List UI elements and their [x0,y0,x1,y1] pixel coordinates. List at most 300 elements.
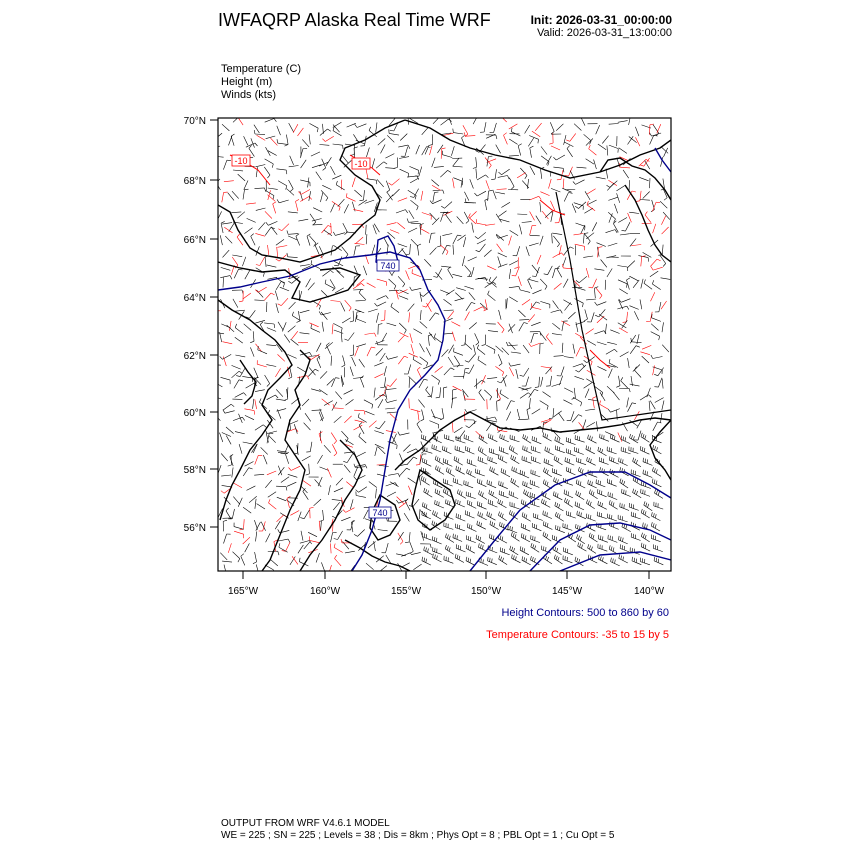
wind-barb-feather [237,234,240,237]
wind-barb-feather [513,456,514,460]
wind-barb-feather [365,465,367,469]
wind-barb [220,276,230,278]
wind-barb [308,283,315,291]
wind-barb [587,205,595,211]
wind-barb [541,156,549,162]
wind-barb-feather [544,459,545,463]
lat-label: 66°N [183,235,206,246]
wind-barb-feather [616,386,620,388]
wind-barb [618,280,627,284]
wind-barb-feather [543,480,544,484]
wind-barb-feather [645,524,646,528]
wind-barb-feather [516,468,517,472]
wind-barb-feather [554,555,555,559]
wind-barb [389,290,399,291]
wind-barb [643,192,650,199]
wind-barb [486,345,495,350]
wind-barb-feather [428,490,429,494]
wind-barb [510,506,520,509]
wind-barb [302,399,309,406]
wind-barb-feather [500,434,501,438]
wind-barb-feather [553,157,556,160]
wind-barb [348,333,354,341]
wind-barb-feather [534,558,535,562]
wind-barb-feather [591,362,592,366]
wind-barb-feather [513,479,514,483]
wind-barb [225,236,232,243]
wind-barb [640,450,649,454]
wind-barb [420,322,427,329]
wind-barb-feather [546,556,547,560]
wind-barb [286,542,290,551]
wind-barb [436,272,443,280]
wind-barb-feather [267,175,270,178]
wind-barb-feather [545,493,546,497]
wind-barb-feather [502,372,503,376]
wind-barb [607,451,617,454]
wind-barb [465,450,474,454]
temp-label-1 [232,155,250,166]
wind-barb [557,269,562,278]
wind-barb [253,331,254,341]
wind-barb [541,147,547,155]
wind-barb-feather [405,542,409,543]
wind-barb [412,288,422,290]
wind-barb [353,311,354,321]
wind-barb [237,212,245,219]
wind-barb-feather [477,501,478,505]
wind-barb [607,342,617,344]
wind-barb [301,160,307,168]
wind-barb-feather [458,458,459,462]
wind-barb-feather [548,460,549,464]
wind-barb-feather [481,481,482,485]
wind-barb-feather [378,324,382,325]
wind-barb [476,169,477,179]
wind-barb-feather [656,470,657,474]
wind-barb-feather [534,437,535,441]
wind-barb-feather [498,499,499,503]
wind-barb [356,344,366,347]
wind-barb [387,135,394,142]
wind-barb [422,147,427,156]
wind-barb [586,159,594,164]
wind-barb [509,155,519,156]
wind-barb [224,181,234,182]
wind-barb [488,191,489,201]
wind-barb [620,167,630,168]
wind-barb [529,398,530,408]
wind-barb [448,270,453,279]
wind-barb [594,269,604,271]
wind-barb [470,179,474,188]
wind-barb [221,475,231,476]
wind-barb-feather [287,253,288,257]
wind-barb-feather [613,548,614,552]
wind-barb [269,436,276,443]
wind-barb [608,369,612,378]
wind-barb [311,354,319,359]
wind-barb-feather [437,501,438,505]
wind-barb-feather [442,446,443,450]
wind-barb [457,216,464,224]
wind-barb [360,378,364,387]
wind-barb-feather [554,477,555,481]
wind-barb-feather [524,514,525,518]
wind-barb-feather [536,525,537,529]
wind-barb-feather [494,469,495,473]
wind-barb [292,331,298,339]
wind-barb [279,200,289,203]
wind-barb [346,197,355,201]
wind-barb-feather [323,168,326,171]
wind-barb [463,369,465,379]
wind-barb [469,211,476,218]
wind-barb-feather [466,221,469,224]
wind-barb-feather [333,404,334,408]
wind-barb [638,256,648,258]
wind-barb-feather [602,503,603,507]
wind-barb-feather [426,548,427,552]
wind-barb [507,298,508,308]
wind-barb [429,313,435,321]
wind-barb [499,451,508,455]
wind-barb [473,115,478,124]
wind-barb-feather [503,448,504,452]
wind-barb [462,389,468,397]
wind-barb [408,190,416,195]
wind-barb-feather [588,435,589,439]
wind-barb-feather [480,448,481,452]
wind-barb [454,427,463,432]
wind-barb-feather [525,175,527,178]
wind-barb-feather [345,339,349,341]
wind-barb-feather [213,152,214,156]
wind-barb [327,468,331,477]
wind-barb [421,229,430,234]
wind-barb [532,265,538,273]
wind-barb [558,413,564,421]
wind-barb [223,404,231,410]
wind-barb-feather [538,139,539,143]
wind-barb-feather [418,170,419,174]
wind-barb-feather [444,447,445,451]
wind-barb [531,450,540,453]
wind-barb-feather [288,281,291,283]
wind-barb [303,480,311,486]
wind-barb-feather [328,129,331,131]
wind-barb [235,393,244,398]
wind-barb [386,389,396,390]
wind-barb-feather [521,499,522,503]
wind-barb-feather [657,259,661,261]
wind-barb [617,193,620,203]
wind-barb [465,514,474,518]
wind-barb-feather [602,449,603,453]
wind-barb-feather [513,513,514,517]
wind-barb-feather [545,512,546,516]
wind-barb-feather [471,302,475,303]
temp-label-2 [352,158,370,169]
wind-barb-feather [408,145,410,149]
wind-barb-feather [655,514,656,518]
wind-barb-feather [557,548,558,552]
wind-barb [430,213,437,220]
wind-barb [451,146,454,156]
wind-barb [419,167,422,177]
wind-barb [523,485,532,489]
wind-barb [335,233,345,236]
wind-barb-feather [566,467,567,471]
wind-barb [653,357,663,359]
wind-barb [581,225,585,234]
wind-barb [276,281,281,290]
wind-barb [563,482,573,485]
wind-barb-feather [467,523,468,527]
wind-barb-feather [475,236,478,238]
wind-barb [544,462,553,466]
wind-barb [517,409,519,419]
wind-barb-feather [573,182,576,185]
wind-barb [457,235,465,241]
wind-barb [315,245,319,254]
wind-barb [643,474,652,478]
wind-barb [420,225,421,235]
wind-barb-feather [543,511,544,515]
wind-barb [399,323,406,330]
wind-barb [509,297,518,302]
wind-barb [388,357,398,360]
wind-barb [573,344,575,354]
wind-barb [618,218,627,223]
wind-barb-feather [491,491,492,495]
wind-barb-feather [512,554,513,558]
wind-barb [600,404,609,409]
wind-barb-feather [523,446,524,450]
wind-barb [233,552,240,559]
wind-barb [331,433,336,441]
wind-barb [375,374,384,378]
wind-barb [347,454,352,462]
wind-barb-feather [496,135,497,139]
wind-barb-feather [524,472,525,476]
wind-barb-feather [488,291,490,295]
wind-barb [520,168,527,175]
wind-barb [391,307,399,313]
wind-barb [321,562,325,571]
wind-barb [611,562,620,566]
wind-barb [575,299,584,304]
wind-barb [499,485,508,489]
field-label-height: Height (m) [221,76,273,88]
wind-barb [358,530,365,537]
wind-barb [276,303,279,313]
wind-barb-feather [487,512,488,516]
wind-barb-feather [417,244,421,246]
wind-barb [300,310,310,313]
wind-barb-feather [503,524,504,528]
wind-barb [400,134,407,141]
wind-barb [551,310,561,313]
wind-barb [221,223,223,233]
wind-barb [238,174,245,181]
wind-barb-feather [654,513,655,517]
wind-barb-feather [334,453,337,456]
wind-barb [422,410,424,420]
wind-barb [553,301,559,309]
wind-barb [433,200,442,204]
wind-barb-feather [547,557,548,561]
wind-barb-feather [341,539,342,543]
wind-barb [377,279,387,282]
field-label-temperature: Temperature (C) [221,63,302,75]
wind-barb [375,444,384,448]
wind-barb-feather [417,367,420,370]
wind-barb [231,212,241,213]
wind-barb [255,188,265,189]
wind-barb [337,271,344,278]
wind-barb [374,362,383,366]
wind-barb [378,530,388,531]
wind-barb-feather [505,470,506,474]
wind-barb [465,265,472,273]
wind-barb [276,239,284,245]
wind-barb [519,319,529,320]
wind-barb [478,461,487,465]
wind-barb-feather [568,468,569,472]
wind-barb [607,269,612,278]
wind-barb [533,517,542,520]
wind-barb-feather [619,555,620,559]
wind-barb [488,503,497,507]
wind-barb [254,300,264,301]
wind-barb [377,179,384,187]
wind-barb [336,478,343,485]
wind-barb [432,158,435,167]
wind-barb-feather [468,558,469,562]
wind-barb [366,169,368,179]
wind-barb-feather [470,559,471,563]
wind-barb-feather [599,490,600,494]
wind-barb [221,377,231,380]
wind-barb [464,484,473,487]
wind-barb-feather [554,456,555,460]
wind-barb-feather [482,513,483,517]
lon-label: 155°W [390,586,422,597]
map-frame [218,118,671,571]
wind-barb [434,166,444,167]
wind-barb [650,178,651,188]
wind-barb-feather [438,381,439,385]
wind-barb [301,531,303,541]
wind-barb [387,323,397,326]
wind-barb [223,354,232,359]
wind-barb-feather [502,330,504,333]
wind-barb [456,440,466,443]
wind-barb [453,386,462,391]
wind-barb-feather [375,303,378,306]
wind-barb [301,190,310,195]
wind-barb-feather [278,229,281,231]
wind-barb [532,131,540,137]
wind-barb [586,233,594,239]
wind-barb [431,375,439,381]
wind-barb-feather [566,499,567,503]
wind-barb-feather [283,284,284,288]
wind-barb [592,222,597,231]
wind-barb-feather [546,459,547,463]
wind-barb-feather [443,387,447,388]
wind-barb-feather [389,183,392,185]
wind-barb [214,156,224,157]
wind-barb-feather [465,409,467,412]
wind-barb [317,343,322,352]
wind-barb [607,386,614,393]
wind-barb [529,279,539,282]
wind-barb [421,191,423,201]
wind-barb [577,515,586,519]
wind-barb-feather [439,458,440,462]
wind-barb-feather [619,536,620,540]
wind-barb [527,410,529,420]
wind-barb-feather [543,432,544,436]
wind-barb [308,178,309,188]
wind-barb [322,225,329,233]
wind-barb [633,280,639,288]
wind-barb-feather [415,196,416,200]
wind-barb-feather [544,274,548,275]
wind-barb [251,236,255,245]
wind-barb [344,204,349,213]
wind-barb-feather [587,457,588,461]
wind-barb-feather [545,481,546,485]
wind-barb-feather [532,523,533,527]
wind-barb-feather [519,286,521,290]
wind-barb [244,136,248,145]
wind-barb-feather [343,461,347,462]
wind-barb-feather [592,437,593,441]
wind-barb [477,348,485,354]
wind-barb [331,533,333,543]
wind-barb [334,416,342,423]
wind-barb [453,133,463,134]
wind-barb-feather [646,503,647,507]
wind-barb [212,396,221,399]
wind-barb-feather [492,468,493,472]
wind-barb [369,482,377,488]
wind-barb-feather [479,390,482,393]
wind-barb [346,508,355,513]
wind-barb-feather [589,287,593,288]
wind-barb-feather [608,409,610,412]
wind-barb-feather [255,574,259,576]
wind-barb [355,309,364,313]
wind-barb [467,410,477,413]
wind-barb-feather [513,533,514,537]
wind-barb [255,233,265,236]
wind-barb-feather [631,338,632,342]
wind-barb-feather [426,504,427,508]
wind-barb-feather [547,482,548,486]
wind-barb-feather [349,308,351,311]
wind-barb [331,223,332,233]
wind-barb [387,492,396,497]
wind-barb-feather [501,557,502,561]
wind-barb [455,298,465,301]
wind-barb-feather [631,435,632,439]
wind-barb [587,341,596,346]
wind-barb [545,211,552,218]
